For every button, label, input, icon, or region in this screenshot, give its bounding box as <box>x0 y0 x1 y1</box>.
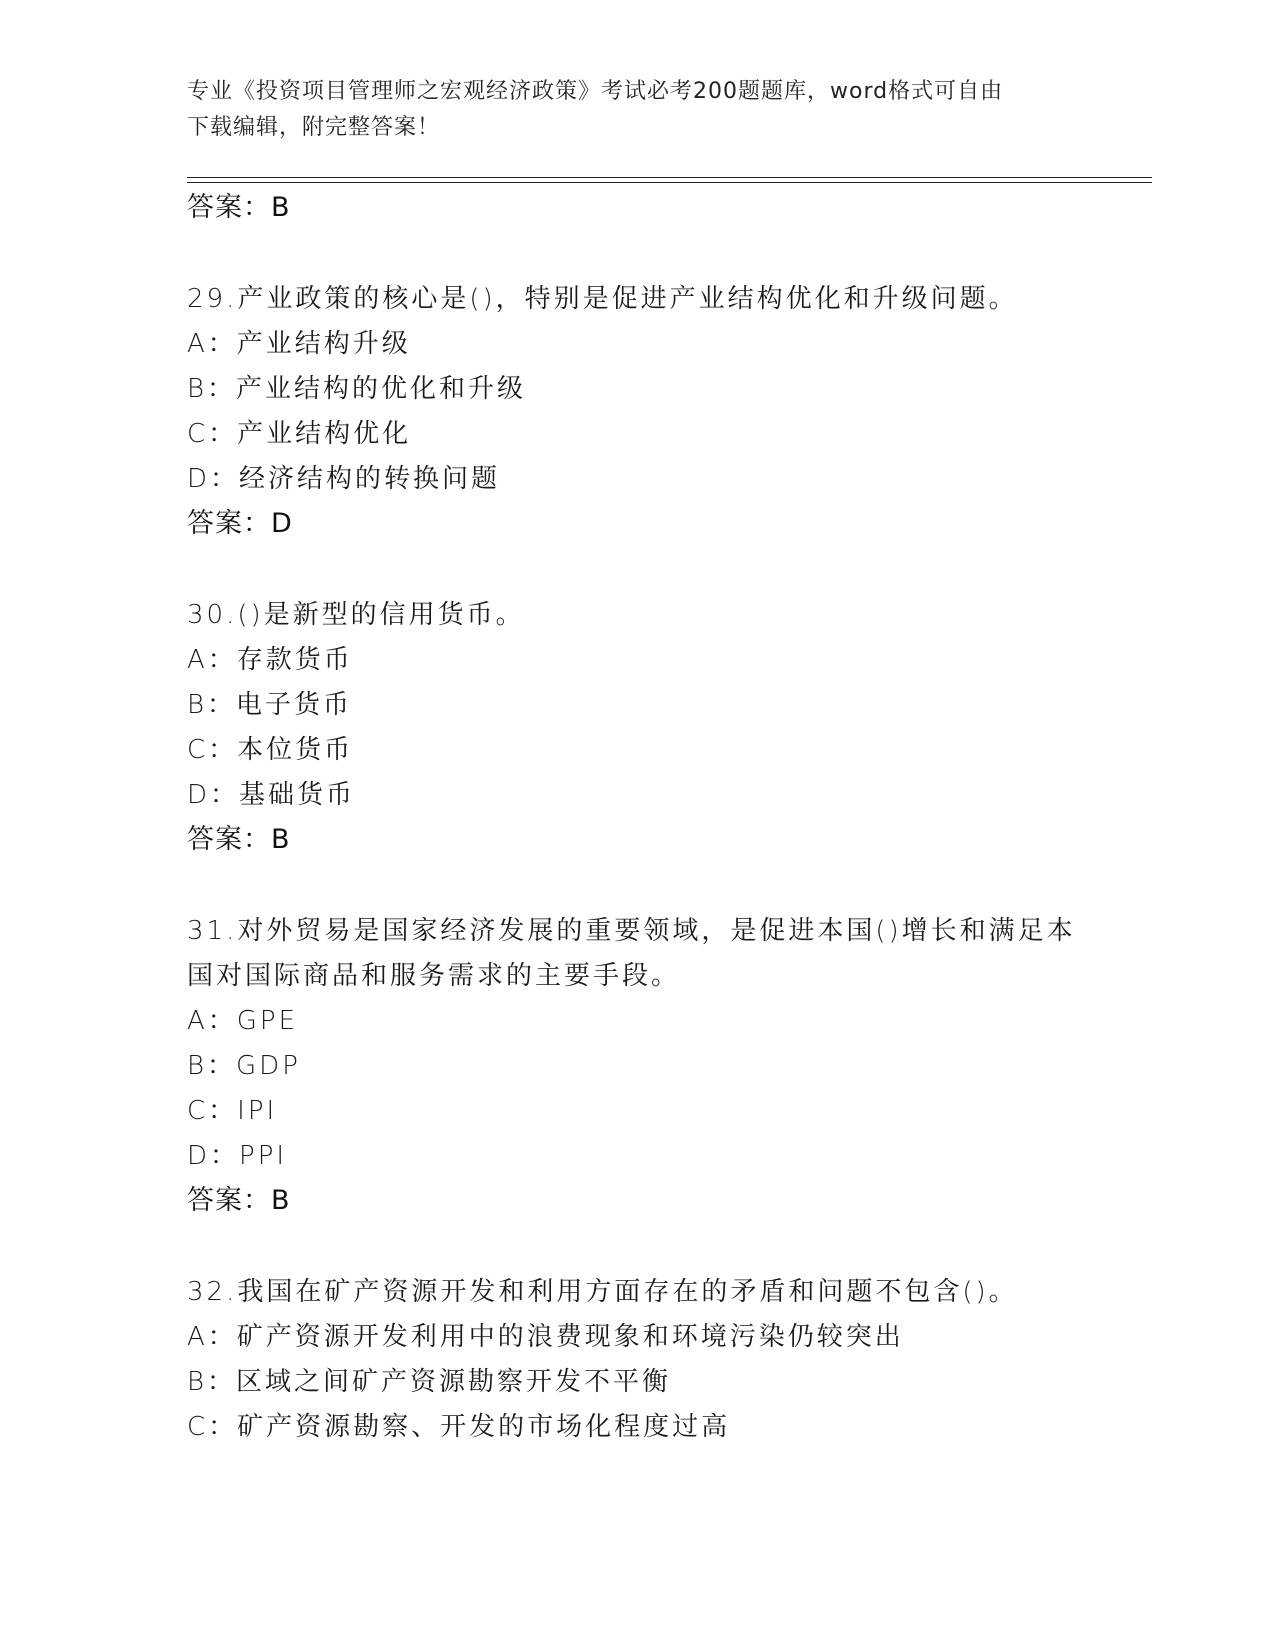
question-32-option-a: A：矿产资源开发利用中的浪费现象和环境污染仍较突出 <box>187 1322 904 1352</box>
question-31-option-c: C：IPI <box>187 1096 278 1126</box>
question-30-stem: 30.()是新型的信用货币。 <box>187 600 525 630</box>
question-30-option-c: C：本位货币 <box>187 735 354 765</box>
question-30-option-a: A：存款货币 <box>187 645 353 675</box>
question-30-option-b: B：电子货币 <box>187 690 353 720</box>
question-31-stem-line-2: 国对国际商品和服务需求的主要手段。 <box>187 961 681 991</box>
question-32-option-c: C：矿产资源勘察、开发的市场化程度过高 <box>187 1412 731 1442</box>
question-31-option-a: A：GPE <box>187 1006 299 1036</box>
question-29-option-d: D：经济结构的转换问题 <box>187 464 501 494</box>
header-line-1: 专业《投资项目管理师之宏观经济政策》考试必考200题题库，word格式可自由 <box>187 79 1004 104</box>
question-29-option-a: A：产业结构升级 <box>187 329 411 359</box>
question-31-stem-line-1: 31.对外贸易是国家经济发展的重要领域，是促进本国()增长和满足本 <box>187 916 1076 946</box>
question-32-option-b: B：区域之间矿产资源勘察开发不平衡 <box>187 1367 672 1397</box>
header-divider-bottom <box>187 182 1152 183</box>
question-29-stem: 29.产业政策的核心是()，特别是促进产业结构优化和升级问题。 <box>187 284 1018 314</box>
answer-28: 答案：B <box>187 192 291 223</box>
question-29-option-c: C：产业结构优化 <box>187 419 412 449</box>
question-30-option-d: D：基础货币 <box>187 780 356 810</box>
question-29-option-b: B：产业结构的优化和升级 <box>187 374 527 404</box>
question-31-option-d: D：PPI <box>187 1141 288 1171</box>
answer-30: 答案：B <box>187 824 291 855</box>
header-divider-top <box>187 177 1152 178</box>
answer-29: 答案：D <box>187 508 293 539</box>
document-header <box>187 74 1087 146</box>
answer-31: 答案：B <box>187 1185 291 1216</box>
header-line-2: 下载编辑，附完整答案！ <box>187 115 441 140</box>
question-31-option-b: B：GDP <box>187 1051 301 1081</box>
question-32-stem: 32.我国在矿产资源开发和利用方面存在的矛盾和问题不包含()。 <box>187 1277 1018 1307</box>
